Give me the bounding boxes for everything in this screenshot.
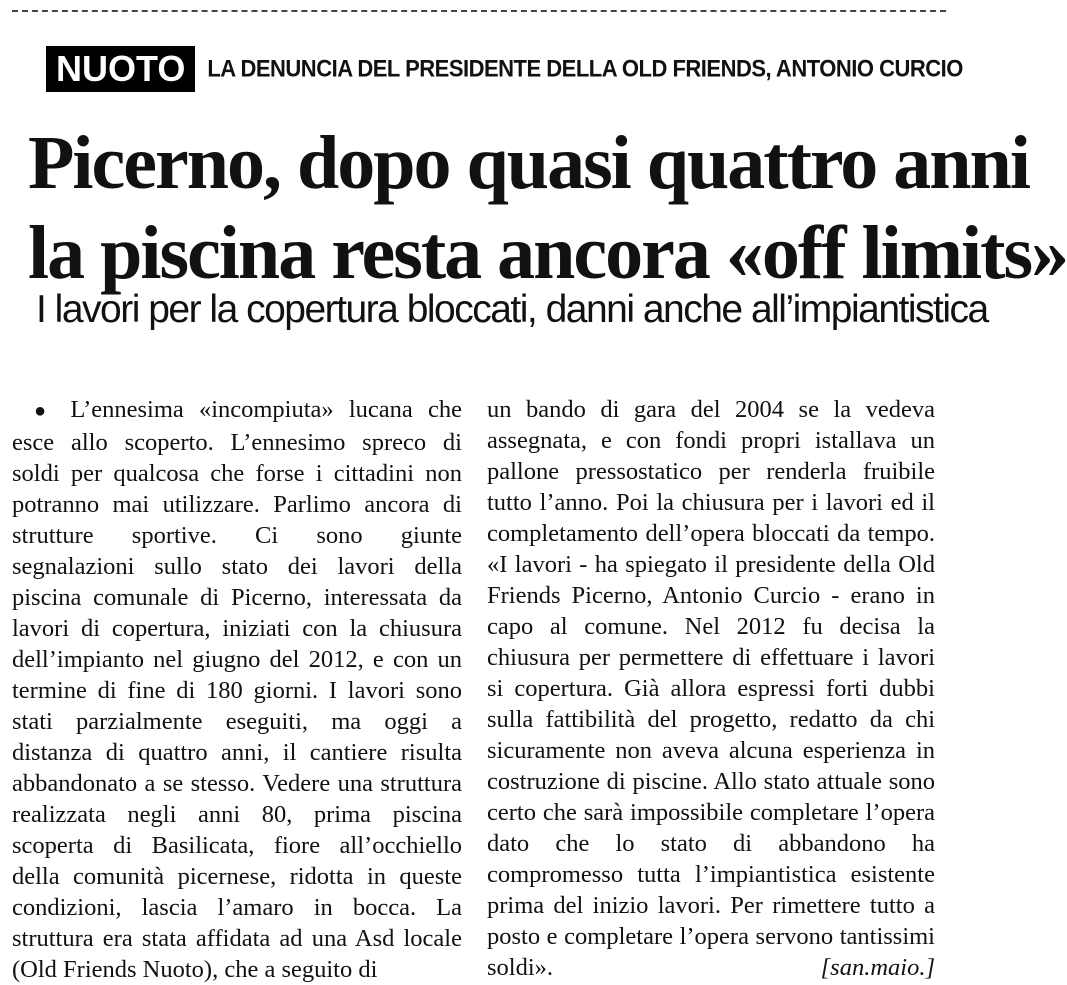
kicker-text: LA DENUNCIA DEL PRESIDENTE DELLA OLD FRIENDS, ANTONIO CURCIO bbox=[207, 54, 963, 83]
kicker bbox=[46, 44, 963, 94]
article-text-left: L’ennesima «incompiuta» lucana che esce allo scoperto. L’ennesimo spreco di soldi per qualcosa che forse i cittadini non potranno mai utilizzare. Parlimo ancora di strutture sportive. Ci sono giunte segnalazioni sullo stato dei lavori della piscina comunale di Picerno, interessata da lavori di copertura, iniziati con la chiusura dell’impianto nel giugno del 2012, e con un termine di fine di 180 giorni. I lavori sono stati parzialmente eseguiti, ma oggi a distanza di quattro anni, il cantiere risulta abbandonato a se stesso. Vedere una struttura realizzata negli anni 80, prima piscina scoperta di Basilicata, fiore all’occhiello della comunità picernese, ridotta in queste condizioni, lascia l’amaro in bocca. La struttura era stata affidata ad una Asd locale (Old Friends Nuoto), che a seguito di bbox=[12, 396, 462, 983]
headline bbox=[28, 118, 1067, 298]
author-signature: [san.maio.] bbox=[820, 954, 935, 981]
subheadline: I lavori per la copertura bloccati, danni anche all’impiantistica bbox=[36, 288, 988, 331]
bullet-icon: ● bbox=[34, 400, 56, 422]
section-badge: NUOTO bbox=[46, 46, 195, 92]
headline-line-1: Picerno, dopo quasi quattro anni bbox=[28, 121, 1029, 205]
article-column-left bbox=[12, 394, 462, 985]
top-rule bbox=[12, 10, 946, 12]
article-column-right bbox=[487, 394, 935, 983]
article-text-right: un bando di gara del 2004 se la vedeva assegnata, e con fondi propri istallava un pallone pressostatico per renderla fruibile tutto l’anno. Poi la chiusura per i lavori ed il completamento dell’opera bloccati da tempo. «I lavori - ha spiegato il presidente della Old Friends Picerno, Antonio Curcio - erano in capo al comune. Nel 2012 fu decisa la chiusura per permettere di effettuare i lavori si copertura. Già allora espressi forti dubbi sulla fattibilità del progetto, redatto da chi sicuramente non aveva alcuna esperienza in costruzione di piscine. Allo stato attuale sono certo che sarà impossibile completare l’opera dato che lo stato di abbandono ha compromesso tutta l’impiantistica esistente prima del inizio lavori. Per rimettere tutto a posto e completare l’opera servono tantissimi soldi». bbox=[487, 396, 935, 981]
headline-line-2: la piscina resta ancora «off limits» bbox=[28, 211, 1067, 295]
